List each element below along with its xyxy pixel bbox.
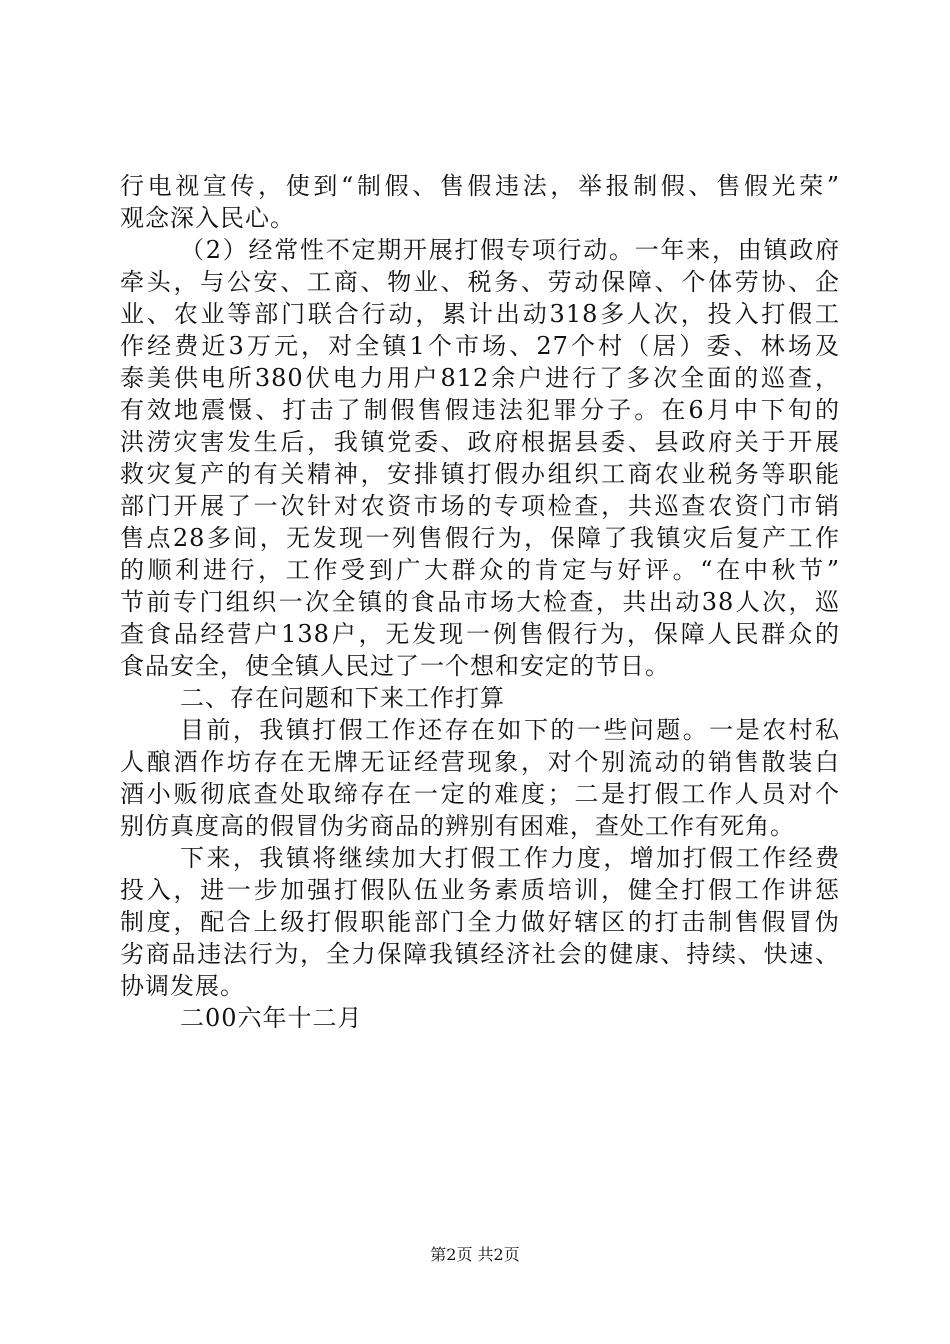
text-line: 牵头，与公安、工商、物业、税务、劳动保障、个体劳协、企 xyxy=(120,268,840,296)
document-body xyxy=(120,170,840,1034)
text-line: 制度，配合上级打假职能部门全力做好辖区的打击制售假冒伪 xyxy=(120,908,840,936)
text-line: 泰美供电所380伏电力用户812余户进行了多次全面的巡查， xyxy=(120,364,840,392)
text-line: 人酿酒作坊存在无牌无证经营现象，对个别流动的销售散装白 xyxy=(120,748,840,776)
text-line: 洪涝灾害发生后，我镇党委、政府根据县委、县政府关于开展 xyxy=(120,428,840,456)
page-number-footer: 第2页 共2页 xyxy=(430,1245,520,1264)
text-line: （2）经常性不定期开展打假专项行动。一年来，由镇政府 xyxy=(180,236,840,264)
text-line: 售点28多间，无发现一列售假行为，保障了我镇灾后复产工作 xyxy=(120,524,840,552)
text-line: 别仿真度高的假冒伪劣商品的辨别有困难，查处工作有死角。 xyxy=(120,812,795,840)
text-line: 节前专门组织一次全镇的食品市场大检查，共出动38人次，巡 xyxy=(120,588,840,616)
text-line: 行电视宣传，使到“制假、售假违法，举报制假、售假光荣” xyxy=(120,172,840,200)
text-line: 劣商品违法行为，全力保障我镇经济社会的健康、持续、快速、 xyxy=(120,940,840,968)
text-line: 观念深入民心。 xyxy=(120,204,295,232)
text-line: 部门开展了一次针对农资市场的专项检查，共巡查农资门市销 xyxy=(120,492,840,520)
text-line: 有效地震慑、打击了制假售假违法犯罪分子。在6月中下旬的 xyxy=(120,396,840,424)
text-line: 酒小贩彻底查处取缔存在一定的难度；二是打假工作人员对个 xyxy=(120,780,840,808)
text-line: 协调发展。 xyxy=(120,972,245,1000)
text-line: 作经费近3万元，对全镇1个市场、27个村（居）委、林场及 xyxy=(120,332,840,360)
section-heading: 二、存在问题和下来工作打算 xyxy=(180,684,505,712)
text-line: 投入，进一步加强打假队伍业务素质培训，健全打假工作讲惩 xyxy=(120,876,840,904)
text-line: 的顺利进行，工作受到广大群众的肯定与好评。“在中秋节” xyxy=(120,556,840,584)
text-line: 下来，我镇将继续加大打假工作力度，增加打假工作经费 xyxy=(180,844,840,872)
document-date: 二00六年十二月 xyxy=(180,1004,363,1032)
text-line: 业、农业等部门联合行动，累计出动318多人次，投入打假工 xyxy=(120,300,840,328)
text-line: 食品安全，使全镇人民过了一个想和安定的节日。 xyxy=(120,652,670,680)
text-line: 救灾复产的有关精神，安排镇打假办组织工商农业税务等职能 xyxy=(120,460,840,488)
text-line: 查食品经营户138户，无发现一例售假行为，保障人民群众的 xyxy=(120,620,840,648)
text-line: 目前，我镇打假工作还存在如下的一些问题。一是农村私 xyxy=(180,716,840,744)
